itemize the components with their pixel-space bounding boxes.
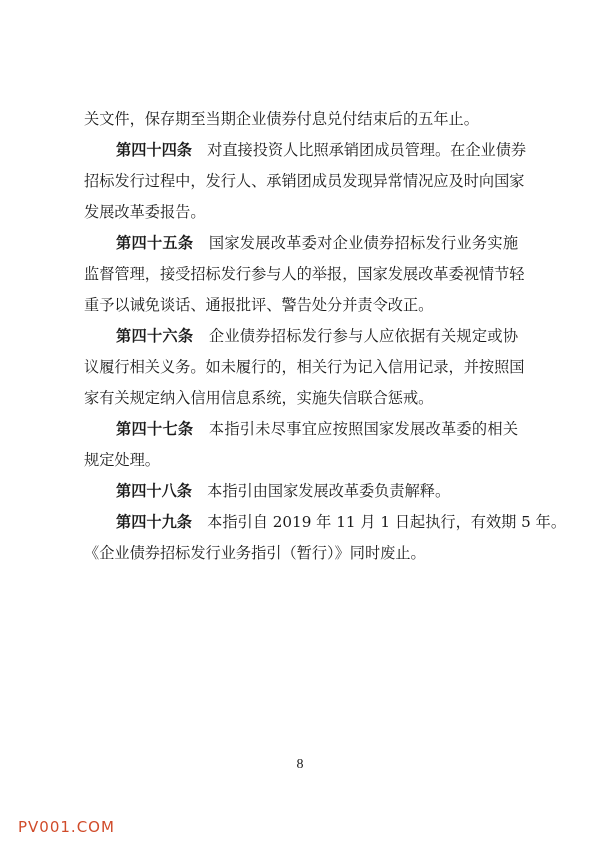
article-heading: 第四十五条 bbox=[116, 234, 194, 252]
text-line bbox=[84, 507, 567, 538]
text-line bbox=[84, 414, 518, 445]
page-number: 8 bbox=[296, 757, 304, 772]
paragraph-continuation bbox=[84, 104, 518, 135]
article-46 bbox=[84, 321, 525, 414]
article-text: 本指引自 2019 年 11 月 1 日起执行，有效期 5 年。 bbox=[207, 513, 567, 531]
article-text: 本指引由国家发展改革委负责解释。 bbox=[207, 482, 451, 500]
text-line: 家有关规定纳入信用信息系统，实施失信联合惩戒。 bbox=[84, 389, 434, 407]
article-heading: 第四十七条 bbox=[116, 420, 194, 438]
text-line: 关文件，保存期至当期企业债券付息兑付结束后的五年止。 bbox=[84, 110, 479, 128]
article-text: 本指引未尽事宜应按照国家发展改革委的相关 bbox=[208, 420, 519, 438]
text-line: 重予以诫免谈话、通报批评、警告处分并责令改正。 bbox=[84, 296, 434, 314]
text-line bbox=[84, 228, 518, 259]
article-text: 企业债券招标发行参与人应依据有关规定或协 bbox=[208, 327, 519, 345]
text-line bbox=[84, 476, 518, 507]
watermark-logo: PV001.COM bbox=[18, 818, 115, 836]
text-line: 规定处理。 bbox=[84, 451, 160, 469]
text-line: 议履行相关义务。如未履行的，相关行为记入信用记录，并按照国 bbox=[84, 358, 525, 376]
text-line bbox=[84, 135, 527, 166]
article-text: 国家发展改革委对企业债券招标发行业务实施 bbox=[208, 234, 519, 252]
text-line: 发展改革委报告。 bbox=[84, 203, 206, 221]
article-47 bbox=[84, 414, 518, 476]
article-49 bbox=[84, 507, 567, 569]
article-48 bbox=[84, 476, 518, 507]
article-44 bbox=[84, 135, 527, 228]
text-line: 监督管理，接受招标发行参与人的举报，国家发展改革委视情节轻 bbox=[84, 265, 525, 283]
article-heading: 第四十八条 bbox=[116, 482, 192, 500]
article-45 bbox=[84, 228, 525, 321]
article-heading: 第四十九条 bbox=[116, 513, 192, 531]
text-line: 《企业债券招标发行业务指引（暂行）》同时废止。 bbox=[84, 544, 426, 562]
text-line bbox=[84, 321, 518, 352]
article-heading: 第四十四条 bbox=[116, 141, 192, 159]
article-text: 对直接投资人比照承销团成员管理。在企业债券 bbox=[207, 141, 527, 159]
document-body bbox=[84, 104, 567, 569]
text-line: 招标发行过程中，发行人、承销团成员发现异常情况应及时向国家 bbox=[84, 172, 525, 190]
article-heading: 第四十六条 bbox=[116, 327, 194, 345]
